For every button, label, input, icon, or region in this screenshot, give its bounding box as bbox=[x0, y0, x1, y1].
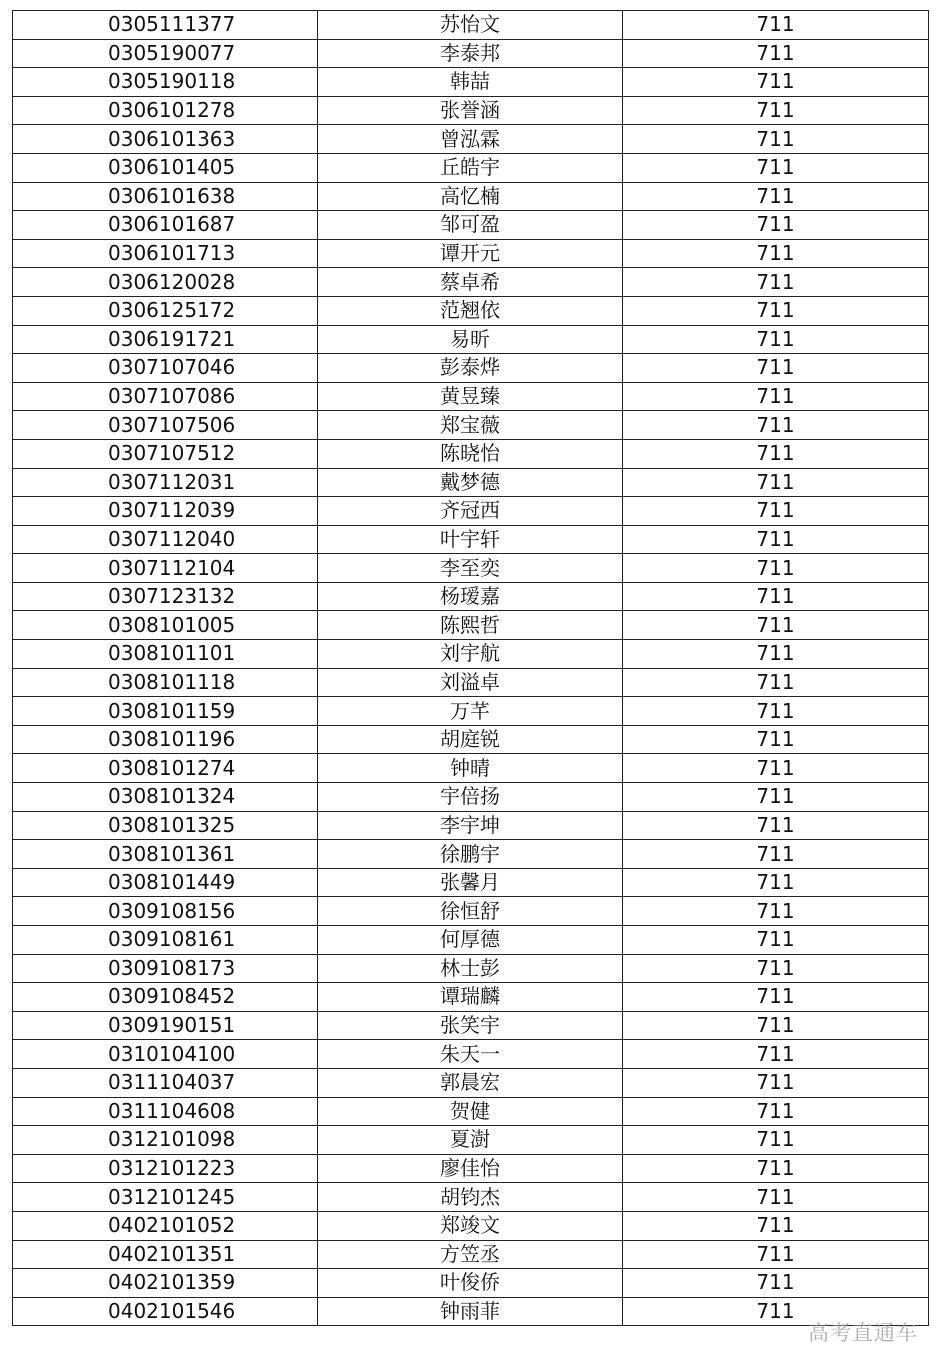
table-row bbox=[13, 39, 929, 68]
watermark-text: 高考直通车 bbox=[808, 1321, 918, 1345]
table-row bbox=[13, 153, 929, 182]
candidate-id-cell: 0306101363 bbox=[13, 125, 318, 154]
candidate-id-cell: 0308101196 bbox=[13, 725, 318, 754]
candidate-id-cell: 0402101359 bbox=[13, 1269, 318, 1298]
candidate-name-cell: 钟晴 bbox=[318, 754, 623, 783]
table-row bbox=[13, 868, 929, 897]
candidate-id-cell: 0307112040 bbox=[13, 525, 318, 554]
candidate-name-cell: 郭晨宏 bbox=[318, 1068, 623, 1097]
score-cell: 711 bbox=[623, 211, 929, 240]
candidate-name-cell: 李宇坤 bbox=[318, 811, 623, 840]
candidate-id-cell: 0402101052 bbox=[13, 1211, 318, 1240]
score-cell: 711 bbox=[623, 125, 929, 154]
table-row bbox=[13, 1240, 929, 1269]
table-row bbox=[13, 582, 929, 611]
score-cell: 711 bbox=[623, 983, 929, 1012]
score-cell: 711 bbox=[623, 725, 929, 754]
candidate-name-cell: 李至奕 bbox=[318, 554, 623, 583]
candidate-name-cell: 何厚德 bbox=[318, 926, 623, 955]
candidate-name-cell: 高忆楠 bbox=[318, 182, 623, 211]
candidate-id-cell: 0307107512 bbox=[13, 439, 318, 468]
candidate-name-cell: 彭泰烨 bbox=[318, 354, 623, 383]
candidate-name-cell: 韩喆 bbox=[318, 68, 623, 97]
candidate-id-cell: 0402101351 bbox=[13, 1240, 318, 1269]
score-table-body bbox=[13, 11, 929, 1326]
table-row bbox=[13, 1040, 929, 1069]
score-cell: 711 bbox=[623, 554, 929, 583]
candidate-name-cell: 徐鹏宇 bbox=[318, 840, 623, 869]
candidate-name-cell: 戴梦德 bbox=[318, 468, 623, 497]
candidate-name-cell: 徐恒舒 bbox=[318, 897, 623, 926]
score-cell: 711 bbox=[623, 1211, 929, 1240]
score-cell: 711 bbox=[623, 525, 929, 554]
score-cell: 711 bbox=[623, 1297, 929, 1326]
candidate-id-cell: 0306125172 bbox=[13, 296, 318, 325]
score-cell: 711 bbox=[623, 1183, 929, 1212]
score-cell: 711 bbox=[623, 1126, 929, 1155]
candidate-name-cell: 贺健 bbox=[318, 1097, 623, 1126]
table-row bbox=[13, 239, 929, 268]
table-row bbox=[13, 268, 929, 297]
score-cell: 711 bbox=[623, 1269, 929, 1298]
score-cell: 711 bbox=[623, 897, 929, 926]
score-cell: 711 bbox=[623, 153, 929, 182]
table-row bbox=[13, 983, 929, 1012]
candidate-id-cell: 0311104608 bbox=[13, 1097, 318, 1126]
score-cell: 711 bbox=[623, 354, 929, 383]
score-cell: 711 bbox=[623, 840, 929, 869]
candidate-name-cell: 林士彭 bbox=[318, 954, 623, 983]
candidate-id-cell: 0308101449 bbox=[13, 868, 318, 897]
table-row bbox=[13, 840, 929, 869]
score-cell: 711 bbox=[623, 1240, 929, 1269]
table-row bbox=[13, 468, 929, 497]
score-cell: 711 bbox=[623, 1154, 929, 1183]
table-row bbox=[13, 211, 929, 240]
table-row bbox=[13, 497, 929, 526]
candidate-id-cell: 0308101101 bbox=[13, 640, 318, 669]
candidate-name-cell: 胡钧杰 bbox=[318, 1183, 623, 1212]
table-row bbox=[13, 697, 929, 726]
candidate-id-cell: 0305111377 bbox=[13, 11, 318, 40]
score-cell: 711 bbox=[623, 926, 929, 955]
table-row bbox=[13, 640, 929, 669]
score-cell: 711 bbox=[623, 811, 929, 840]
candidate-name-cell: 张誉涵 bbox=[318, 96, 623, 125]
candidate-name-cell: 范翘依 bbox=[318, 296, 623, 325]
score-cell: 711 bbox=[623, 468, 929, 497]
score-cell: 711 bbox=[623, 1011, 929, 1040]
score-cell: 711 bbox=[623, 954, 929, 983]
candidate-name-cell: 胡庭锐 bbox=[318, 725, 623, 754]
candidate-id-cell: 0305190077 bbox=[13, 39, 318, 68]
candidate-name-cell: 廖佳怡 bbox=[318, 1154, 623, 1183]
candidate-name-cell: 杨瑷嘉 bbox=[318, 582, 623, 611]
table-row bbox=[13, 439, 929, 468]
table-row bbox=[13, 554, 929, 583]
score-cell: 711 bbox=[623, 697, 929, 726]
candidate-name-cell: 曾泓霖 bbox=[318, 125, 623, 154]
table-row bbox=[13, 68, 929, 97]
candidate-name-cell: 李泰邦 bbox=[318, 39, 623, 68]
table-row bbox=[13, 354, 929, 383]
candidate-id-cell: 0309108156 bbox=[13, 897, 318, 926]
candidate-name-cell: 钟雨菲 bbox=[318, 1297, 623, 1326]
table-row bbox=[13, 926, 929, 955]
table-row bbox=[13, 296, 929, 325]
candidate-id-cell: 0308101361 bbox=[13, 840, 318, 869]
candidate-id-cell: 0306101405 bbox=[13, 153, 318, 182]
candidate-name-cell: 蔡卓希 bbox=[318, 268, 623, 297]
candidate-id-cell: 0312101245 bbox=[13, 1183, 318, 1212]
table-row bbox=[13, 1154, 929, 1183]
candidate-id-cell: 0312101223 bbox=[13, 1154, 318, 1183]
candidate-id-cell: 0310104100 bbox=[13, 1040, 318, 1069]
candidate-name-cell: 张笑宇 bbox=[318, 1011, 623, 1040]
table-row bbox=[13, 611, 929, 640]
candidate-id-cell: 0309108161 bbox=[13, 926, 318, 955]
score-cell: 711 bbox=[623, 96, 929, 125]
table-row bbox=[13, 1097, 929, 1126]
table-row bbox=[13, 411, 929, 440]
table-row bbox=[13, 325, 929, 354]
score-cell: 711 bbox=[623, 182, 929, 211]
candidate-name-cell: 谭开元 bbox=[318, 239, 623, 268]
score-cell: 711 bbox=[623, 754, 929, 783]
table-row bbox=[13, 125, 929, 154]
candidate-name-cell: 刘宇航 bbox=[318, 640, 623, 669]
score-cell: 711 bbox=[623, 268, 929, 297]
table-row bbox=[13, 1068, 929, 1097]
candidate-id-cell: 0308101159 bbox=[13, 697, 318, 726]
candidate-id-cell: 0307112031 bbox=[13, 468, 318, 497]
score-cell: 711 bbox=[623, 1097, 929, 1126]
score-cell: 711 bbox=[623, 382, 929, 411]
score-cell: 711 bbox=[623, 640, 929, 669]
candidate-id-cell: 0309190151 bbox=[13, 1011, 318, 1040]
candidate-name-cell: 易昕 bbox=[318, 325, 623, 354]
candidate-name-cell: 丘皓宇 bbox=[318, 153, 623, 182]
score-cell: 711 bbox=[623, 439, 929, 468]
candidate-id-cell: 0306101638 bbox=[13, 182, 318, 211]
candidate-id-cell: 0306120028 bbox=[13, 268, 318, 297]
table-row bbox=[13, 1126, 929, 1155]
candidate-id-cell: 0309108452 bbox=[13, 983, 318, 1012]
table-row bbox=[13, 1011, 929, 1040]
candidate-name-cell: 叶宇轩 bbox=[318, 525, 623, 554]
candidate-name-cell: 陈晓怡 bbox=[318, 439, 623, 468]
candidate-id-cell: 0307123132 bbox=[13, 582, 318, 611]
candidate-id-cell: 0308101324 bbox=[13, 783, 318, 812]
candidate-name-cell: 谭瑞麟 bbox=[318, 983, 623, 1012]
candidate-id-cell: 0308101325 bbox=[13, 811, 318, 840]
candidate-name-cell: 夏澍 bbox=[318, 1126, 623, 1155]
candidate-id-cell: 0305190118 bbox=[13, 68, 318, 97]
score-cell: 711 bbox=[623, 11, 929, 40]
score-cell: 711 bbox=[623, 868, 929, 897]
score-cell: 711 bbox=[623, 1068, 929, 1097]
candidate-id-cell: 0307107046 bbox=[13, 354, 318, 383]
table-row bbox=[13, 1297, 929, 1326]
candidate-name-cell: 陈熙哲 bbox=[318, 611, 623, 640]
candidate-id-cell: 0307112104 bbox=[13, 554, 318, 583]
candidate-id-cell: 0306101278 bbox=[13, 96, 318, 125]
score-cell: 711 bbox=[623, 325, 929, 354]
candidate-id-cell: 0402101546 bbox=[13, 1297, 318, 1326]
table-row bbox=[13, 954, 929, 983]
candidate-id-cell: 0311104037 bbox=[13, 1068, 318, 1097]
table-row bbox=[13, 1183, 929, 1212]
candidate-id-cell: 0308101118 bbox=[13, 668, 318, 697]
table-row bbox=[13, 182, 929, 211]
candidate-name-cell: 邹可盈 bbox=[318, 211, 623, 240]
candidate-id-cell: 0306101713 bbox=[13, 239, 318, 268]
score-cell: 711 bbox=[623, 39, 929, 68]
candidate-id-cell: 0306101687 bbox=[13, 211, 318, 240]
candidate-name-cell: 宇倍扬 bbox=[318, 783, 623, 812]
candidate-name-cell: 朱天一 bbox=[318, 1040, 623, 1069]
candidate-name-cell: 苏怡文 bbox=[318, 11, 623, 40]
table-row bbox=[13, 1211, 929, 1240]
candidate-name-cell: 刘溢卓 bbox=[318, 668, 623, 697]
table-row bbox=[13, 96, 929, 125]
candidate-id-cell: 0309108173 bbox=[13, 954, 318, 983]
score-cell: 711 bbox=[623, 68, 929, 97]
candidate-id-cell: 0308101005 bbox=[13, 611, 318, 640]
table-row bbox=[13, 754, 929, 783]
table-row bbox=[13, 725, 929, 754]
candidate-name-cell: 郑宝薇 bbox=[318, 411, 623, 440]
candidate-id-cell: 0307107086 bbox=[13, 382, 318, 411]
candidate-name-cell: 郑竣文 bbox=[318, 1211, 623, 1240]
table-row bbox=[13, 811, 929, 840]
table-row bbox=[13, 897, 929, 926]
table-row bbox=[13, 11, 929, 40]
score-cell: 711 bbox=[623, 611, 929, 640]
score-cell: 711 bbox=[623, 239, 929, 268]
score-cell: 711 bbox=[623, 296, 929, 325]
score-cell: 711 bbox=[623, 582, 929, 611]
table-row bbox=[13, 525, 929, 554]
candidate-id-cell: 0308101274 bbox=[13, 754, 318, 783]
candidate-id-cell: 0306191721 bbox=[13, 325, 318, 354]
table-row bbox=[13, 783, 929, 812]
table-row bbox=[13, 1269, 929, 1298]
score-cell: 711 bbox=[623, 497, 929, 526]
candidate-name-cell: 黄昱臻 bbox=[318, 382, 623, 411]
candidate-id-cell: 0307112039 bbox=[13, 497, 318, 526]
score-cell: 711 bbox=[623, 668, 929, 697]
candidate-name-cell: 方笠丞 bbox=[318, 1240, 623, 1269]
candidate-id-cell: 0307107506 bbox=[13, 411, 318, 440]
table-row bbox=[13, 382, 929, 411]
score-cell: 711 bbox=[623, 1040, 929, 1069]
score-cell: 711 bbox=[623, 783, 929, 812]
candidate-name-cell: 叶俊侨 bbox=[318, 1269, 623, 1298]
candidate-name-cell: 张馨月 bbox=[318, 868, 623, 897]
table-row bbox=[13, 668, 929, 697]
candidate-name-cell: 齐冠西 bbox=[318, 497, 623, 526]
candidate-id-cell: 0312101098 bbox=[13, 1126, 318, 1155]
score-table bbox=[12, 10, 929, 1326]
candidate-name-cell: 万芊 bbox=[318, 697, 623, 726]
score-cell: 711 bbox=[623, 411, 929, 440]
